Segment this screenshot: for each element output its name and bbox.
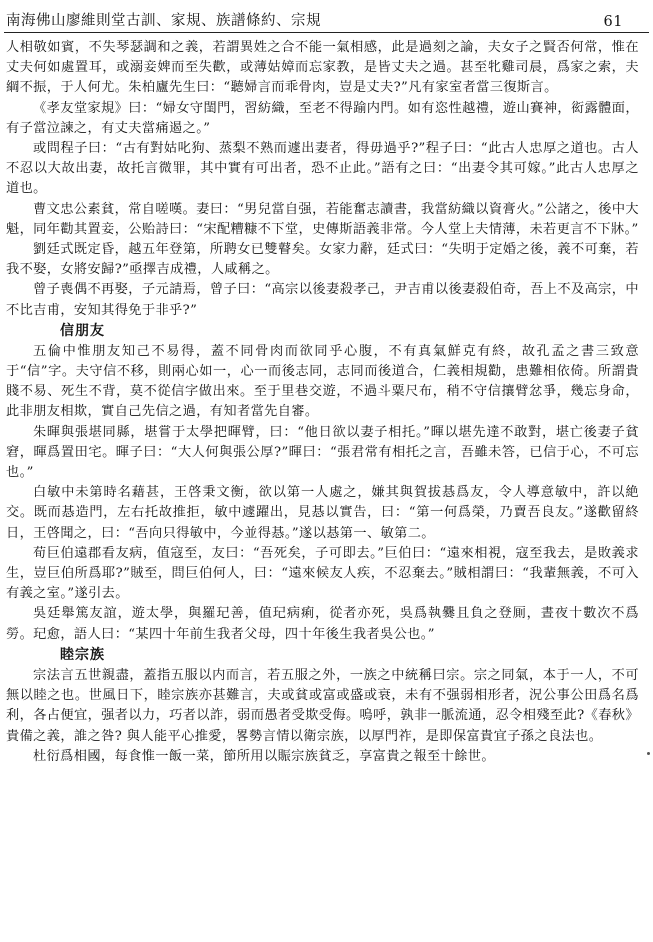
paragraph: 或問程子曰：“古有對姑叱狗、蒸梨不熟而遽出妻者，得毋過乎?”程子曰：“此古人忠厚之道也。古人不忍以大故出妻，故托言微罪，其中實有可出者，恐不止此。”語有之曰：“出妻令其可嫁。”此古人忠厚之道也。 <box>6 141 639 197</box>
running-header <box>6 4 647 30</box>
scan-speck <box>647 752 650 755</box>
paragraph: 曹文忠公素貧，常自嗟嘆。妻曰：“男兒當自强，若能奮志讀書，我當紡織以資膏火。”公諸之，後中大魁，同年勸其置妾，公贻詩曰：“宋配糟糠不下堂，史傳斯語義非常。今人堂上夫情薄，未若更言不下牀。” <box>6 201 639 237</box>
section-title-friends: 信朋友 <box>60 322 105 339</box>
paragraph: 白敏中未第時名藉甚，王啓秉文衡，欲以第一人處之，嫌其與賀拔惎爲友，令人導意敏中，許以絶交。既而惎造門，左右托故推拒，敏中遽躍出，見惎以實告，曰：“第一何爲榮，乃賣吾良友。”遂歡留終日，王啓聞之，曰：“吾向只得敏中，今並得惎。”遂以惎第一、敏第二。 <box>6 485 639 541</box>
paragraph: 《孝友堂家規》曰：“婦女守閨門，習紡織，至老不得踰内門。如有恣性越禮，遊山賽神，衒露體面，有子當泣諫之，有丈夫當痛遏之。” <box>6 100 639 136</box>
paragraph: 曾子喪偶不再娶，子元請焉，曾子曰：“高宗以後妻殺孝己，尹吉甫以後妻殺伯奇，吾上不及高宗，中不比吉甫，安知其得免于非乎?” <box>6 282 639 318</box>
page-number: 61 <box>603 14 623 30</box>
header-title: 南海佛山廖維則堂古訓、家規、族譜條約、宗規 <box>6 13 321 29</box>
paragraph: 吳廷舉篤友誼，遊太學，與羅玘善，值玘病痢，從者亦死，吳爲執爨且負之登厠，晝夜十數次不爲勞。玘愈，語人曰：“某四十年前生我者父母，四十年後生我者吳公也。” <box>6 606 639 642</box>
paragraph: 五倫中惟朋友知己不易得，蓋不同骨肉而欲同乎心腹，不有真氣鮮克有終，故孔孟之書三致意于“信”字。夫守信不移，則兩心如一，心一而後志同，志同而後道合，仁義相規勸，患難相依倚。所謂貴賤不易、死生不背，莫不從信字做出來。至于里巷交遊，不過斗粟尺布，稍不守信攘臂忿爭，幾忘身命，此非朋友相欺，實自己先信之過，有知者當先自審。 <box>6 343 639 420</box>
paragraph: 杜衍爲相國，每食惟一飯一菜，節所用以賑宗族貧乏，享富貴之報至十餘世。 <box>33 748 495 764</box>
paragraph: 荀巨伯遠郡看友病，值寇至，友曰：“吾死矣，子可即去。”巨伯曰：“遠來相視，寇至我去，是敗義求生，豈巨伯所爲耶?”賊至，問巨伯何人，曰：“遠來候友人疾，不忍棄去。”賊相謂曰：“我輩無義，不可入有義之室。”遂引去。 <box>6 545 639 602</box>
paragraph: 人相敬如賓，不失琴瑟調和之義，若謂異姓之合不能一氣相感，此是過刻之論，夫女子之賢否何常，惟在丈夫何如處置耳，或溺妾婢而至失歡，或薄姑嫜而忘家教，是皆丈夫之過。甚至牝雞司晨，爲家之索，夫綱不振，于人何尤。朱柏廬先生曰：“聽婦言而乖骨肉，豈是丈夫?”凡有家室者當三復斯言。 <box>6 40 639 96</box>
paragraph: 朱暉與張堪同縣，堪嘗于太學把暉臂，曰：“他日欲以妻子相托。”暉以堪先達不敢對，堪亡後妻子貧窘，暉爲置田宅。暉子曰：“大人何與張公厚?”暉曰：“張君常有相托之言，吾雖未答，已信于心，不可忘也。” <box>6 424 639 481</box>
header-rule <box>4 32 649 33</box>
paragraph: 劉廷式既定昏，越五年登第，所聘女已雙瞽矣。女家力辭，廷式曰：“失明于定婚之後，義不可棄，若我不娶，女將安歸?”亟擇吉成禮，人咸稱之。 <box>6 242 639 278</box>
body-text <box>6 38 639 767</box>
section-title-clan: 睦宗族 <box>60 646 105 663</box>
paragraph: 宗法言五世親盡，蓋指五服以内而言，若五服之外，一族之中統稱曰宗。宗之同氣，本于一人，不可無以睦之也。世風日下，睦宗族亦甚難言，夫或貧或富或盛或衰，未有不强弱相形者，況公事公田爲名爲利，各占便宜，强者以力，巧者以詐，弱而愚者受欺受侮。嗚呼，孰非一脈流通，忍令相殘至此?《春秋》貴備之義，誰之咎? 與人能平心推愛，畧勢言情以衛宗族，以厚門祚，是即保富貴宜子孫之良法也。 <box>6 667 639 744</box>
